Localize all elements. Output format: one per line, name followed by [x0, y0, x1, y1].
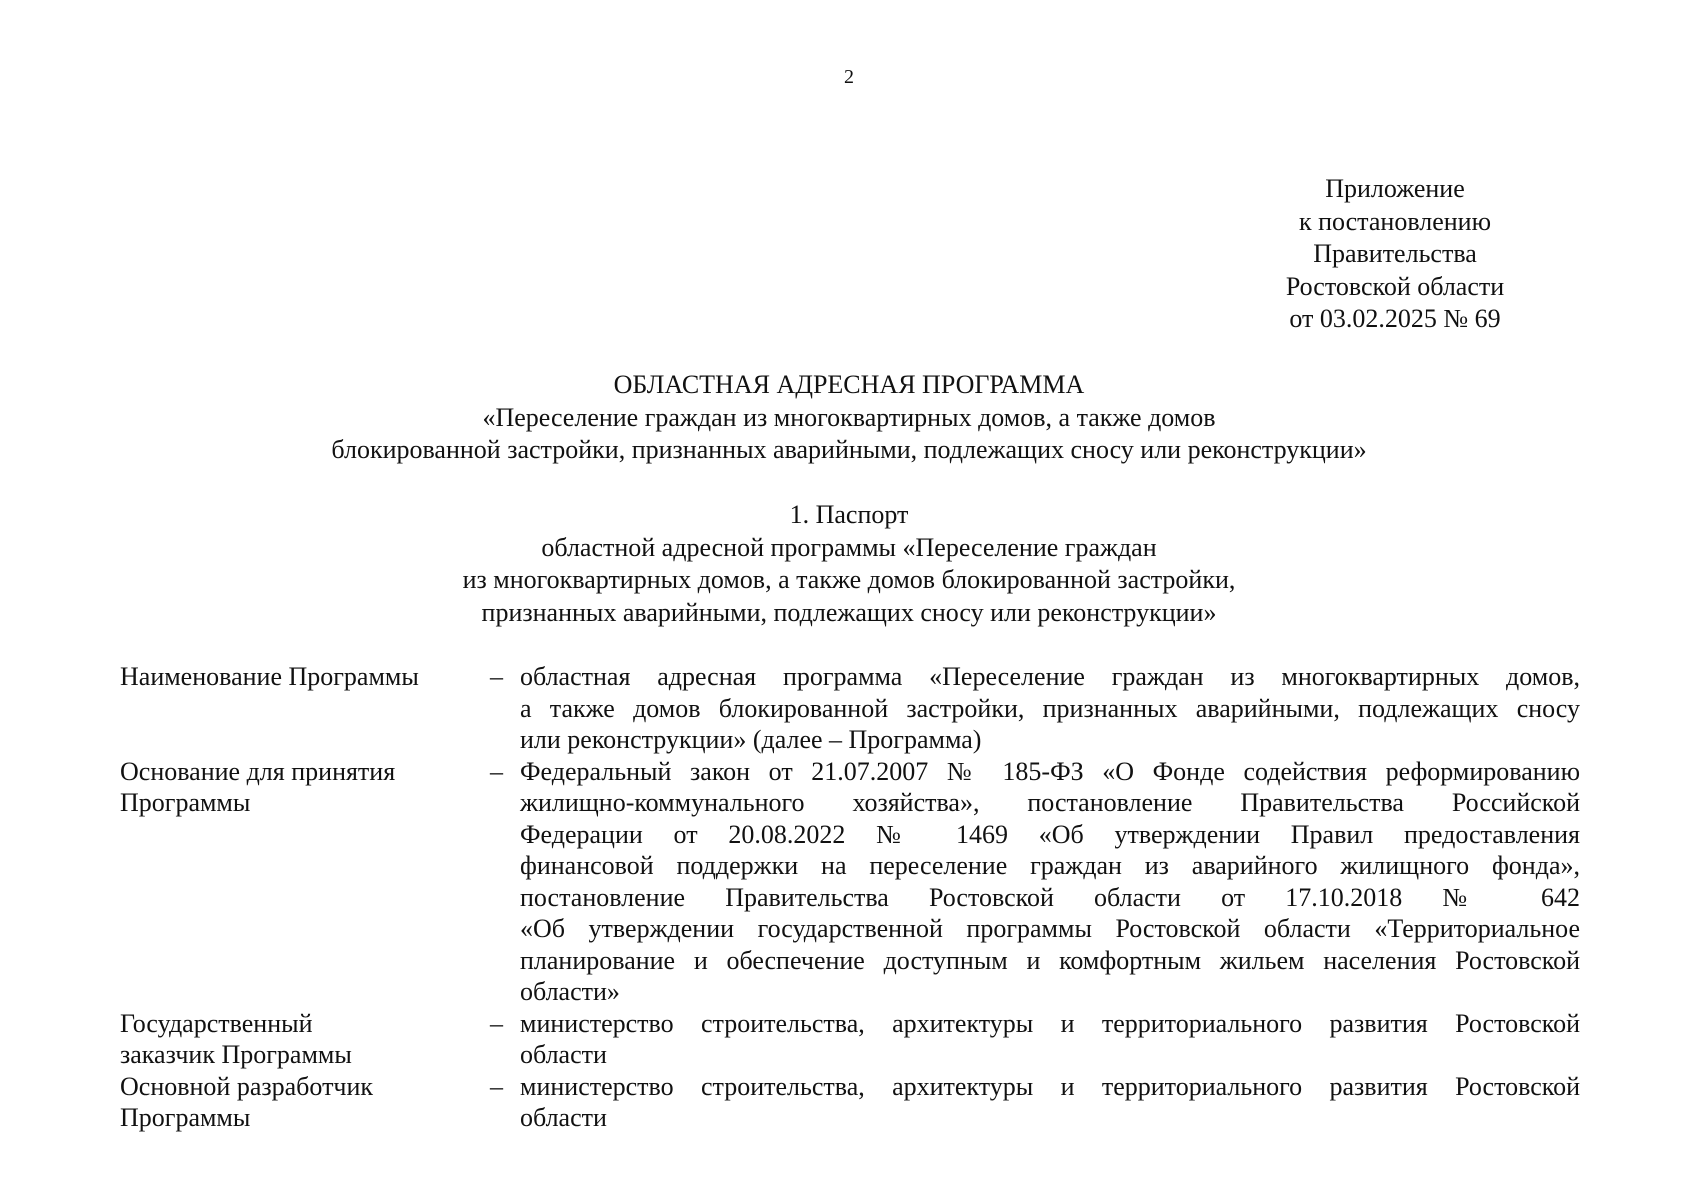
- row-label-line: Основной разработчик: [120, 1071, 374, 1101]
- row-value-line: области: [520, 1103, 607, 1132]
- program-title-line: ОБЛАСТНАЯ АДРЕСНАЯ ПРОГРАММА: [613, 370, 1085, 399]
- passport-title-line: 1. Паспорт: [789, 500, 909, 529]
- row-dash: –: [490, 1008, 503, 1038]
- appendix-line: Приложение: [1325, 174, 1465, 203]
- row-label-line: Государственный: [120, 1008, 313, 1038]
- passport-row-name: [120, 661, 1580, 756]
- row-dash: –: [490, 1071, 503, 1101]
- row-label: [120, 756, 465, 819]
- passport-title-line: признанных аварийными, подлежащих сносу или реконструкции»: [481, 597, 1217, 627]
- row-label-line: Программы: [120, 1103, 251, 1132]
- passport-title: [0, 499, 1698, 629]
- row-value-line: или реконструкции» (далее – Программа): [520, 725, 982, 754]
- row-value-line: постановление Правительства Ростовской области от 17.10.2018 № 642: [520, 882, 1580, 912]
- program-title: [0, 369, 1698, 467]
- program-title-line: блокированной застройки, признанных аварийными, подлежащих сносу или реконструкции»: [331, 435, 1367, 464]
- appendix-line: Ростовской области: [1285, 271, 1505, 301]
- row-dash: –: [490, 756, 503, 786]
- row-value: [520, 661, 1580, 756]
- passport-row-basis: [120, 756, 1580, 1008]
- passport-title-line: областной адресной программы «Переселение граждан: [541, 532, 1157, 562]
- row-value-line: областная адресная программа «Переселение граждан из многоквартирных домов,: [520, 662, 1580, 691]
- passport-title-line: из многоквартирных домов, а также домов блокированной застройки,: [462, 565, 1236, 594]
- row-label: [120, 661, 465, 693]
- appendix-line: к постановлению: [1298, 206, 1492, 236]
- row-value: [520, 1071, 1580, 1134]
- row-label-line: Основание для принятия: [120, 756, 396, 786]
- row-dash: –: [490, 662, 503, 691]
- appendix-line: от 03.02.2025 № 69: [1289, 304, 1501, 333]
- page-number: 2: [844, 66, 854, 88]
- program-title-line: «Переселение граждан из многоквартирных домов, а также домов: [482, 402, 1216, 432]
- row-value-line: Федеральный закон от 21.07.2007 № 185-ФЗ «О Фонде содействия реформированию: [520, 756, 1580, 786]
- row-label-line: Программы: [120, 788, 251, 817]
- row-value-line: Федерации от 20.08.2022 № 1469 «Об утверждении Правил предоставления: [520, 819, 1580, 849]
- passport-row-developer: [120, 1071, 1580, 1134]
- row-label: [120, 1008, 465, 1071]
- row-value-line: министерство строительства, архитектуры и территориального развития Ростовской: [520, 1008, 1580, 1038]
- row-value: [520, 756, 1580, 1008]
- row-value-line: жилищно-коммунального хозяйства», постановление Правительства Российской: [520, 788, 1580, 817]
- row-value: [520, 1008, 1580, 1071]
- row-value-line: «Об утверждении государственной программы Ростовской области «Территориальное: [520, 914, 1580, 943]
- row-value-line: области»: [520, 977, 620, 1006]
- row-value-line: планирование и обеспечение доступным и комфортным жильем населения Ростовской: [520, 945, 1580, 975]
- row-label-line: Наименование Программы: [120, 662, 419, 691]
- row-label: [120, 1071, 465, 1134]
- appendix-block: [1230, 173, 1560, 336]
- row-label-line: заказчик Программы: [120, 1040, 352, 1069]
- row-value-line: финансовой поддержки на переселение граждан из аварийного жилищного фонда»,: [520, 851, 1580, 880]
- row-value-line: министерство строительства, архитектуры и территориального развития Ростовской: [520, 1071, 1580, 1101]
- passport-row-customer: [120, 1008, 1580, 1071]
- row-value-line: области: [520, 1040, 607, 1069]
- row-value-line: а также домов блокированной застройки, признанных аварийными, подлежащих сносу: [520, 693, 1580, 723]
- appendix-line: Правительства: [1313, 239, 1477, 268]
- passport-table: [120, 661, 1580, 1134]
